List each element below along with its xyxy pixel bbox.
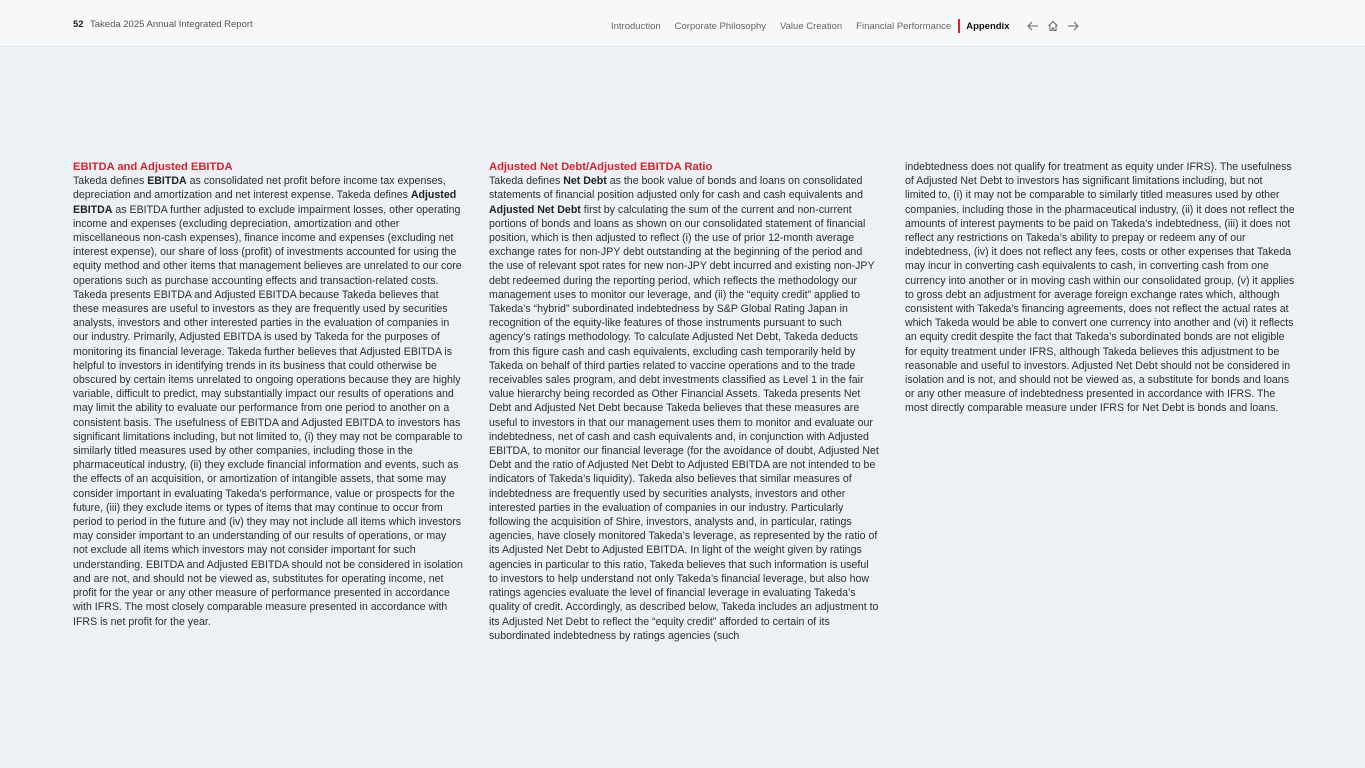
ebitda-definition-paragraph	[73, 174, 463, 629]
text-run: first by calculating the sum of the current and non-current portions of bonds and loans as shown on our consolidated statement of financial position, which is then adjusted to reflect (i) the use of prior 12-month average exchange rates for non-JPY debt outstanding at the beginning of the period and the use of relevant spot rates for new non-JPY debt incurred and existing non-JPY debt redeemed during the reporting period, which reflects the methodology our management uses to monitor our leverage, and (ii) the “equity credit” applied to Takeda’s “hybrid” subordinated indebtedness by S&P Global Rating Japan in recognition of the equity-like features of those instruments pursuant to such agency’s ratings methodology. To calculate Adjusted Net Debt, Takeda deducts from this figure cash and cash equivalents, excluding cash temporarily held by Takeda on behalf of third parties related to vaccine operations and to the trade receivables sales program, and debt investments classified as Level 1 in the fair value hierarchy being recorded as Other Financial Assets. Takeda presents Net Debt and Adjusted Net Debt because Takeda believes that these measures are useful to investors in that our management uses them to monitor and evaluate our indebtedness, net of cash and cash equivalents and, in conjunction with Adjusted EBITDA, to monitor our financial leverage (for the avoidance of doubt, Adjusted Net Debt and the ratio of Adjusted Net Debt to Adjusted EBITDA are not intended to be indicators of Takeda’s liquidity). Takeda also believes that similar measures of indebtedness are frequently used by securities analysts, investors and other interested parties in the evaluation of companies in our industry. Particularly following the acquisition of Shire, investors, analysts and, in particular, ratings agencies, have closely monitored Takeda’s leverage, as represented by the ratio of its Adjusted Net Debt to Adjusted EBITDA. In light of the weight given by ratings agencies in particular to this ratio, Takeda believes that such information is useful to investors to help understand not only Takeda’s financial leverage, but also how ratings agencies evaluate the level of financial leverage in evaluating Takeda’s quality of credit. Accordingly, as described below, Takeda includes an adjustment to its Adjusted Net Debt to reflect the “equity credit” afforded to certain of its subordinated indebtedness by ratings agencies (such	[489, 203, 879, 642]
text-run: Takeda defines	[489, 175, 564, 188]
column-continuation	[905, 160, 1295, 416]
arrow-right-icon[interactable]	[1067, 21, 1079, 31]
section-nav	[611, 19, 1087, 33]
column-net-debt	[489, 160, 879, 643]
active-section-marker	[958, 19, 960, 33]
term-ebitda: EBITDA	[147, 175, 187, 188]
top-header	[0, 0, 1365, 47]
section-heading-net-debt: Adjusted Net Debt/Adjusted EBITDA Ratio	[489, 161, 713, 173]
nav-value-creation[interactable]: Value Creation	[780, 20, 843, 32]
section-heading-ebitda: EBITDA and Adjusted EBITDA	[73, 161, 233, 173]
term-net-debt: Net Debt	[563, 175, 607, 188]
net-debt-definition-paragraph	[489, 174, 879, 643]
page-number: 52	[73, 19, 84, 30]
text-run: as consolidated net profit before income tax expenses, depreciation and amortization and net interest expense. Takeda defines	[73, 175, 446, 202]
term-adjusted-ebitda: Adjusted EBITDA	[73, 189, 457, 216]
arrow-left-icon[interactable]	[1027, 21, 1039, 31]
text-run: Takeda defines	[73, 175, 148, 188]
nav-introduction[interactable]: Introduction	[611, 20, 661, 32]
column-ebitda	[73, 160, 463, 629]
nav-appendix[interactable]: Appendix	[966, 20, 1010, 32]
report-title: Takeda 2025 Annual Integrated Report	[90, 19, 253, 30]
term-adjusted-net-debt: Adjusted Net Debt	[489, 203, 581, 216]
text-run: as EBITDA further adjusted to exclude impairment losses, other operating income and expenses (excluding depreciation, amortization and other miscellaneous non-cash expenses), finance income and expenses (excluding net interest expense), our share of loss (profit) of investments accounted for using the equity method and other items that management believes are unrelated to our core operations such as purchase accounting effects and transaction-related costs. Takeda presents EBITDA and Adjusted EBITDA because Takeda believes that these measures are useful to investors as they are frequently used by securities analysts, investors and other interested parties in the evaluation of companies in our industry. Primarily, Adjusted EBITDA is used by Takeda for the purposes of monitoring its financial leverage. Takeda further believes that Adjusted EBITDA is helpful to investors in identifying trends in its business that could otherwise be obscured by certain items unrelated to ongoing operations because they are highly variable, difficult to predict, may substantially impact our results of operations and may limit the ability to evaluate our performance from one period to another on a consistent basis. The usefulness of EBITDA and Adjusted EBITDA to investors has significant limitations including, but not limited to, (i) they may not be comparable to similarly titled measures used by other companies, including those in the pharmaceutical industry, (ii) they exclude financial information and events, such as the effects of an acquisition, or amortization of intangible assets, that some may consider important in evaluating Takeda’s performance, value or prospects for the future, (iii) they exclude items or types of items that may continue to occur from period to period in the future and (iv) they may not include all items which investors may consider important to an understanding of our results of operations, or may not exclude all items which investors may not consider important for such understanding. EBITDA and Adjusted EBITDA should not be considered in isolation and are not, and should not be viewed as, substitutes for operating income, net profit for the year or any other measure of performance presented in accordance with IFRS. The most closely comparable measure presented in accordance with IFRS is net profit for the year.	[73, 203, 463, 628]
text-run: as the book value of bonds and loans on consolidated statements of financial position adjusted only for cash and cash equivalents and	[489, 175, 863, 202]
nav-corporate-philosophy[interactable]: Corporate Philosophy	[674, 20, 767, 32]
continuation-paragraph: indebtedness does not qualify for treatment as equity under IFRS). The usefulness of Adjusted Net Debt to investors has significant limitations including, but not limited to, (i) it may not be comparable to similarly titled measures used by other companies, including those in the pharmaceutical industry, (ii) it does not reflect the amounts of interest payments to be paid on Takeda’s indebtedness, (iii) it does not reflect any restrictions on Takeda’s ability to prepay or redeem any of our indebtedness, (iv) it does not reflect any fees, costs or other expenses that Takeda may incur in converting cash equivalents to cash, in converting cash from one currency into another or in moving cash within our consolidated group, (v) it applies to gross debt an adjustment for average foreign exchange rates which, although consistent with Takeda’s financing agreements, does not reflect the actual rates at which Takeda would be able to convert one currency into another and (vi) it reflects an equity credit despite the fact that Takeda’s subordinated bonds are not eligible for equity treatment under IFRS, although Takeda believes this adjustment to be reasonable and useful to investors. Adjusted Net Debt should not be considered in isolation and is not, and should not be viewed as, a substitute for bonds and loans or any other measure of indebtedness presented in accordance with IFRS. The most directly comparable measure under IFRS for Net Debt is bonds and loans.	[905, 161, 1295, 415]
home-icon[interactable]	[1047, 20, 1059, 32]
nav-financial-performance[interactable]: Financial Performance	[856, 20, 952, 32]
